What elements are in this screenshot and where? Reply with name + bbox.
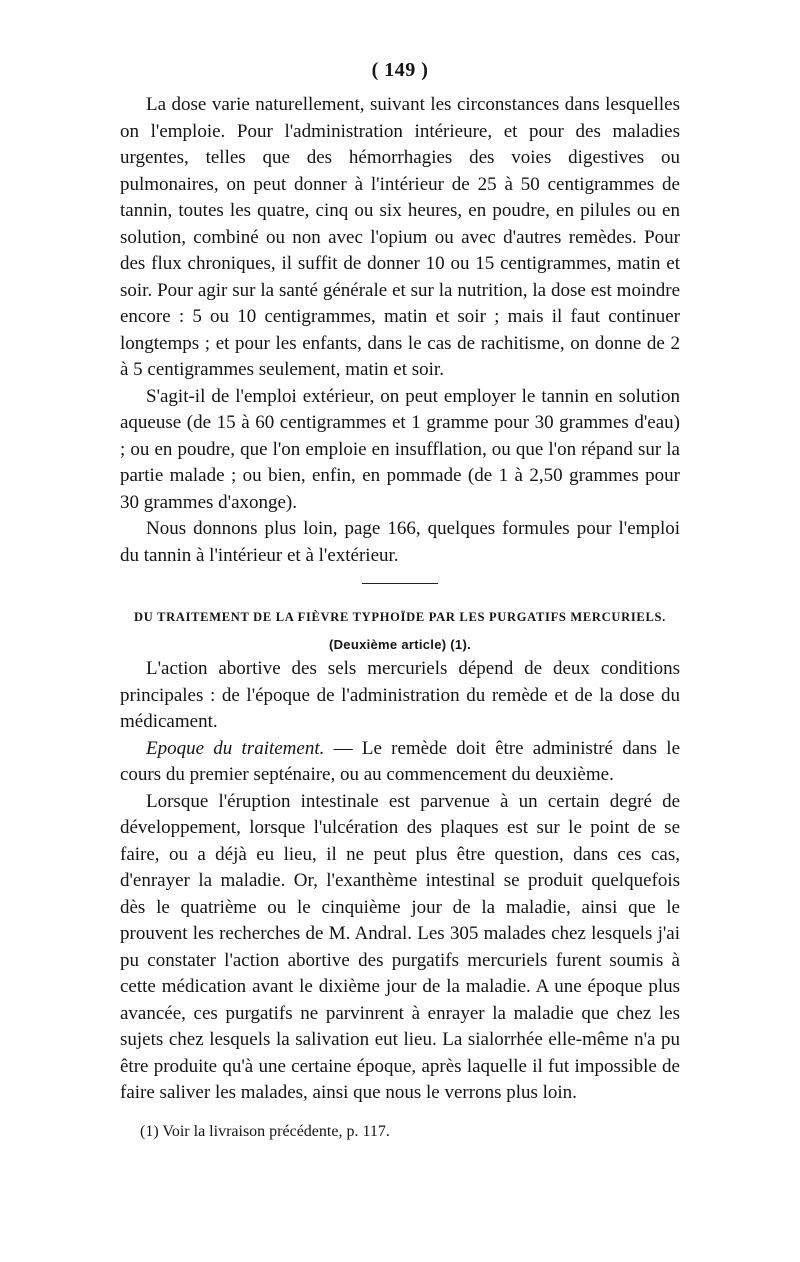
paragraph-dose: La dose varie naturellement, suivant les circonstances dans lesquelles on l'emploie. Pour l'administration intérieure, et pour des maladies urgentes, telles que des hémorrhagies des voies digestives ou pulmonaires, on peut donner à l'intérieur de 25 à 50 centigrammes de tannin, toutes les quatre, cinq ou six heures, en poudre, en pilules ou en solution, combiné ou non avec l'opium ou avec d'autres remèdes. Pour des flux chroniques, il suffit de donner 10 ou 15 centigrammes, matin et soir. Pour agir sur la santé générale et sur la nutrition, la dose est moindre encore : 5 ou 10 centigrammes, matin et soir ; mais il faut continuer longtemps ; et pour les enfants, dans le cas de rachitisme, on donne de 2 à 5 centigrammes seulement, matin et soir. xyxy=(120,94,680,380)
book-page xyxy=(120,58,680,1143)
paragraph-external-use: S'agit-il de l'emploi extérieur, on peut employer le tannin en solution aqueuse (de 15 à 60 centigrammes et 1 gramme pour 30 grammes d'eau) ; ou en poudre, que l'on emploie en insufflation, ou que l'on répand sur la partie malade ; ou bien, enfin, en pommade (de 1 à 2,50 grammes pour 30 grammes d'axonge). xyxy=(120,385,680,513)
paragraph-eruption: Lorsque l'éruption intestinale est parvenue à un certain degré de développement, lorsque l'ulcération des plaques est sur le point de se faire, ou a déjà eu lieu, il ne peut plus être question, dans ces cas, d'enrayer la maladie. Or, l'exanthème intestinal se produit quelquefois dès le quatrième ou le cinquième jour de la maladie, ainsi que le prouvent les recherches de M. Andral. Les 305 malades chez lesquels j'ai pu constater l'action abortive des purgatifs mercuriels furent soumis à cette médication avant le dixième jour de la maladie. A une époque plus avancée, ces purgatifs ne parvinrent à enrayer la maladie que chez les sujets chez lesquels la salivation eut lieu. La sialorrhée elle-même n'a pu être produite qu'à une certaine époque, après laquelle il fut impossible de faire saliver les malades, ainsi que nous le verrons plus loin. xyxy=(120,790,680,1103)
section-divider xyxy=(362,583,438,584)
paragraph-intro: L'action abortive des sels mercuriels dépend de deux conditions principales : de l'époque de l'administration du remède et de la dose du médicament. xyxy=(120,658,680,732)
paragraph-epoque xyxy=(120,736,680,789)
epoque-heading: Epoque du traitement. xyxy=(146,737,325,759)
epoque-text: — Le remède doit être administré dans le cours du premier septénaire, ou au commencement du deuxième. xyxy=(120,737,681,785)
paragraph-formulas: Nous donnons plus loin, page 166, quelques formules pour l'emploi du tannin à l'intérieur et à l'extérieur. xyxy=(120,518,680,566)
page-number: ( 149 ) xyxy=(371,59,429,81)
footnote: (1) Voir la livraison précédente, p. 117. xyxy=(140,1122,390,1140)
section-subtitle-text: (Deuxième article) (1). xyxy=(328,637,471,652)
section-subtitle xyxy=(120,636,680,654)
section-title: DU TRAITEMENT DE LA FIÈVRE TYPHOÏDE PAR LES PURGATIFS MERCURIELS. xyxy=(134,610,666,624)
